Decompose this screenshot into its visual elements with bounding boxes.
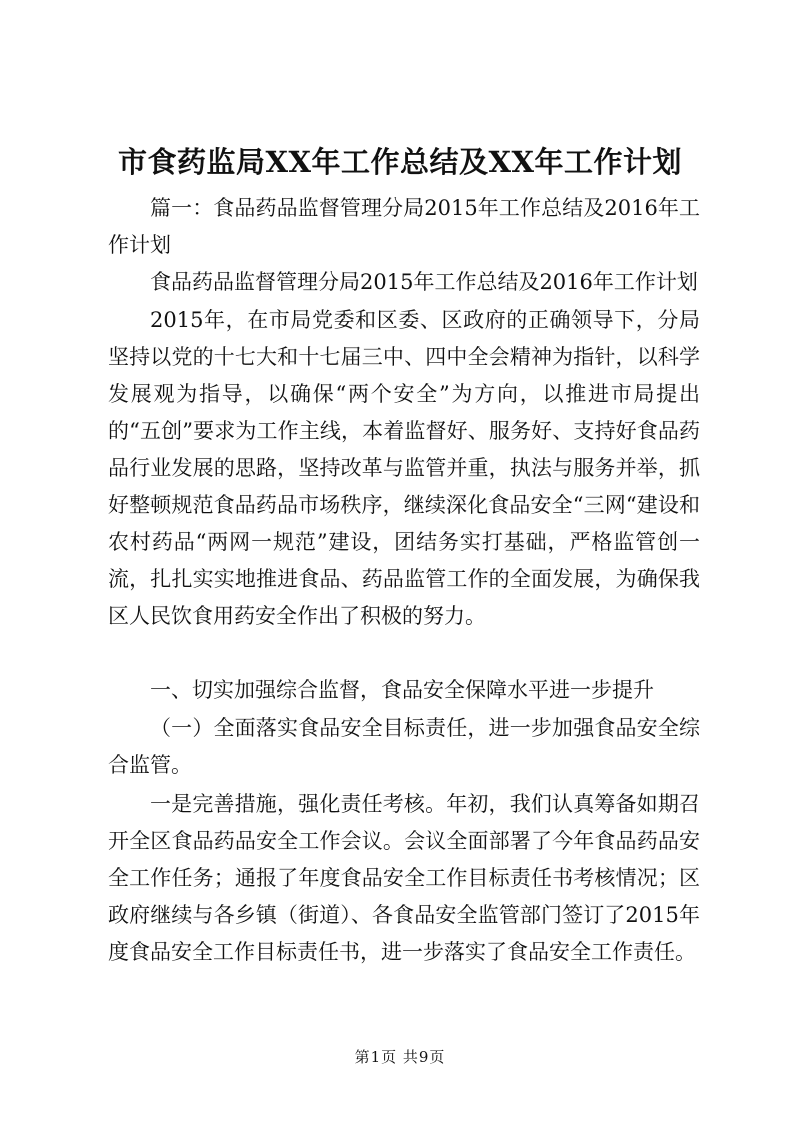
paragraph-intro: 2015年，在市局党委和区委、区政府的正确领导下，分局坚持以党的十七大和十七届三中、四中全会精神为指针，以科学发展观为指导，以确保“两个安全”为方向，以推进市局提出的“五创”要求为工作主线，本着监督好、服务好、支持好食品药品行业发展的思路，坚持改革与监管并重，执法与服务并举，抓好整顿规范食品药品市场秩序，继续深化食品安全“三网“建设和农村药品“两网一规范”建设，团结务实打基础，严格监管创一流，扎扎实实地推进食品、药品监管工作的全面发展，为确保我区人民饮食用药安全作出了积极的努力。: [108, 308, 700, 628]
paragraph-heading-one-sub: （一）全面落实食品安全目标责任，进一步加强食品安全综合监管。: [108, 716, 700, 777]
document-title: 市食药监局XX年工作总结及XX年工作计划: [117, 145, 682, 179]
paragraph-heading-one: 一、切实加强综合监督，食品安全保障水平进一步提升: [150, 678, 654, 702]
paragraph-measures: 一是完善措施，强化责任考核。年初，我们认真筹备如期召开全区食品药品安全工作会议。会议全面部署了今年食品药品安全工作任务；通报了年度食品安全工作目标责任书考核情况；区政府继续与各乡镇（街道）、各食品安全监管部门签订了2015年度食品安全工作目标责任书，进一步落实了食品安全工作责任。: [108, 792, 700, 964]
paragraph-section-heading: 篇一：食品药品监督管理分局2015年工作总结及2016年工作计划: [108, 196, 700, 257]
page-indicator: 第1页 共9页: [354, 1048, 446, 1066]
paragraph-subtitle: 食品药品监督管理分局2015年工作总结及2016年工作计划: [150, 270, 698, 294]
